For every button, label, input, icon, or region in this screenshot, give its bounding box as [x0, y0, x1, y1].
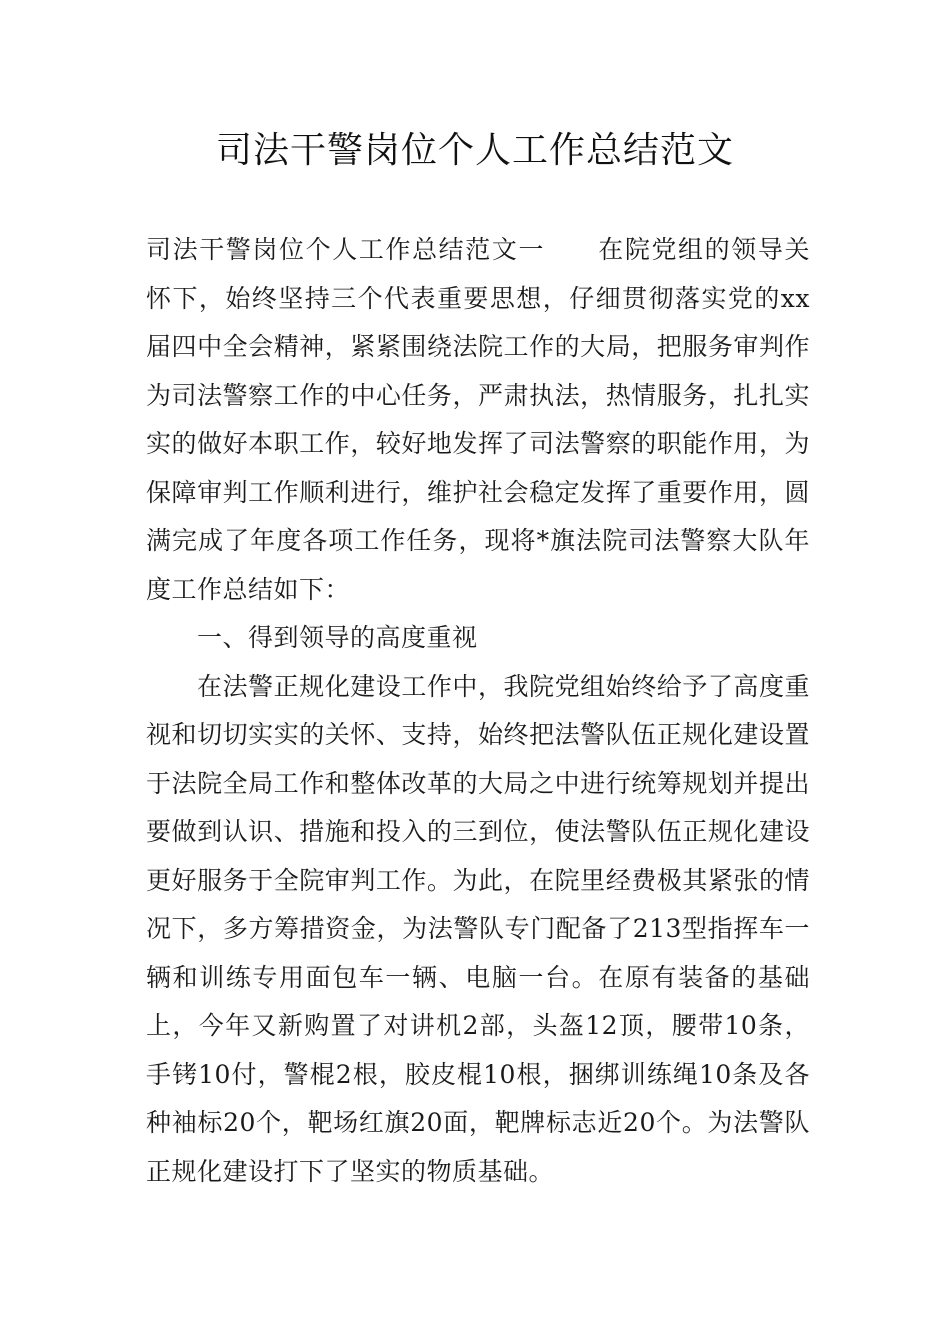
document-title: 司法干警岗位个人工作总结范文	[215, 130, 734, 171]
intro-lead: 司法干警岗位个人工作总结范文一	[146, 235, 546, 264]
document-body	[146, 226, 810, 1196]
section-paragraph: 在法警正规化建设工作中，我院党组始终给予了高度重视和切切实实的关怀、支持，始终把法警队伍正规化建设置于法院全局工作和整体改革的大局之中进行统筹规划并提出要做到认识、措施和投入的三到位，使法警队伍正规化建设更好服务于全院审判工作。为此，在院里经费极其紧张的情况下，多方筹措资金，为法警队专门配备了213型指挥车一辆和训练专用面包车一辆、电脑一台。在原有装备的基础上，今年又新购置了对讲机2部，头盔12顶，腰带10条，手铐10付，警棍2根，胶皮棍10根，捆绑训练绳10条及各种袖标20个，靶场红旗20面，靶牌标志近20个。为法警队正规化建设打下了坚实的物质基础。	[146, 671, 810, 1186]
intro-paragraph	[146, 226, 810, 614]
intro-text: 在院党组的领导关怀下，始终坚持三个代表重要思想，仔细贯彻落实党的xx届四中全会精神，紧紧围绕法院工作的大局，把服务审判作为司法警察工作的中心任务，严肃执法，热情服务，扎扎实实的做好本职工作，较好地发挥了司法警察的职能作用，为保障审判工作顺利进行，维护社会稳定发挥了重要作用，圆满完成了年度各项工作任务，现将*旗法院司法警察大队年度工作总结如下：	[146, 235, 810, 604]
section-heading: 一、得到领导的高度重视	[197, 623, 478, 652]
